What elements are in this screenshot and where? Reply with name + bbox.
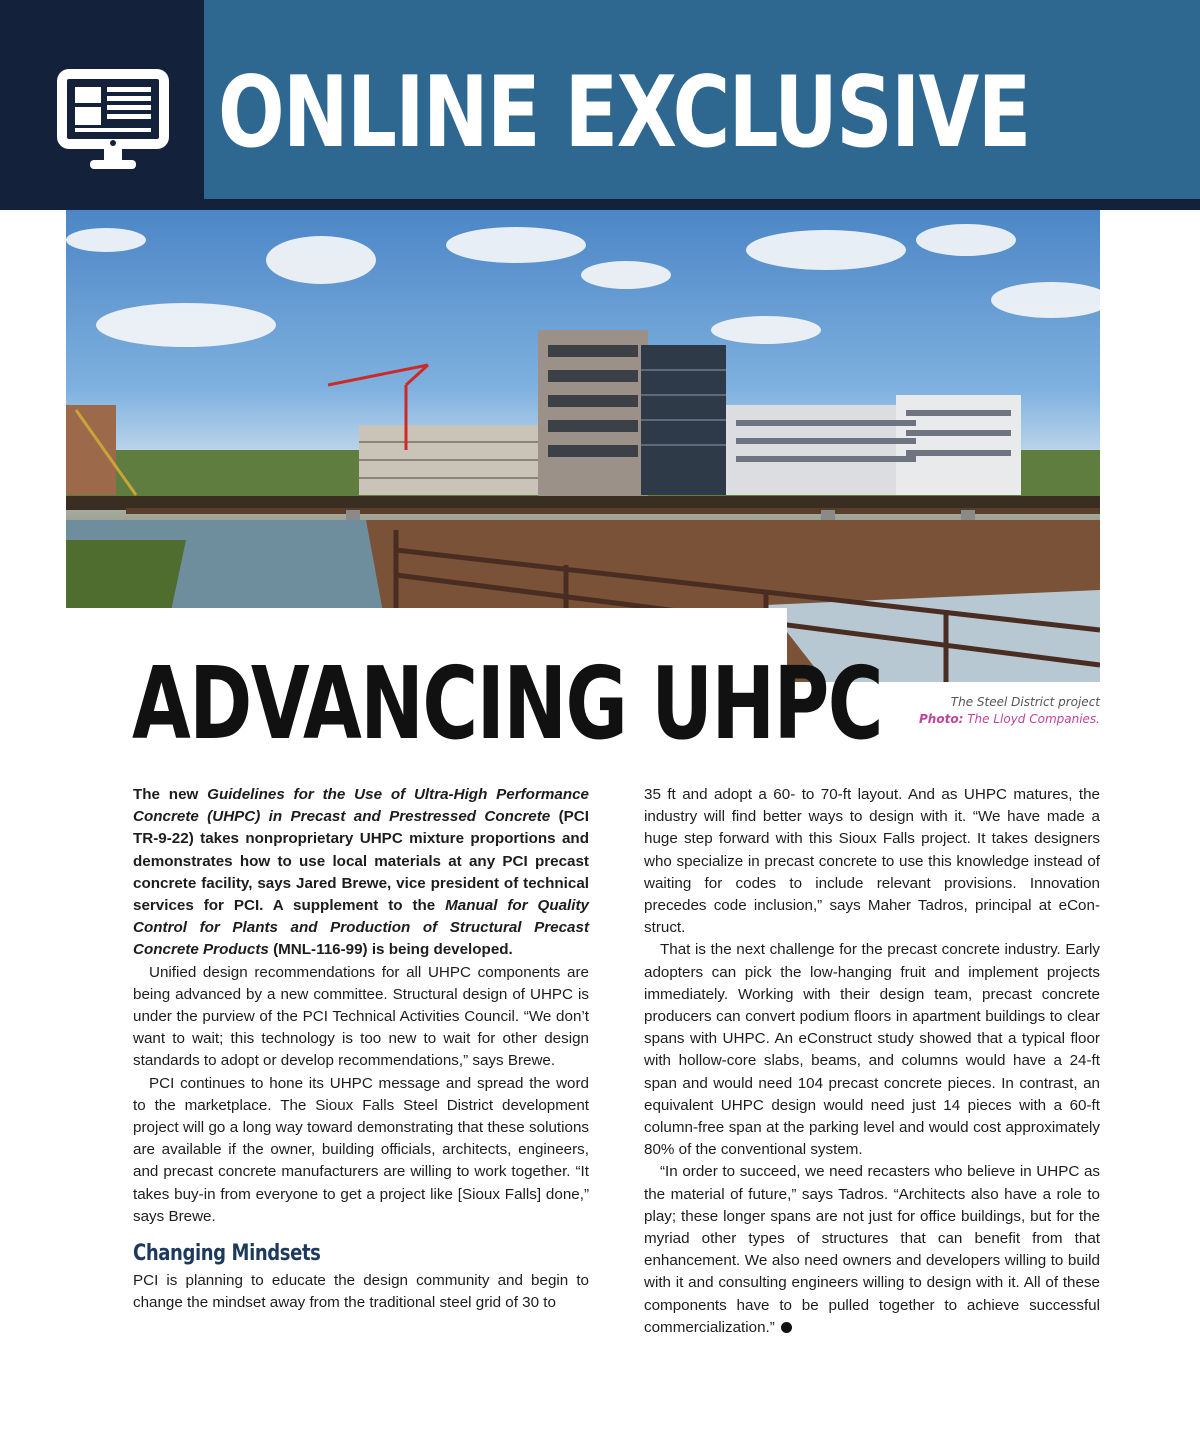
end-of-article-mark bbox=[781, 1322, 792, 1333]
lead-text-1: The new bbox=[133, 786, 208, 803]
lead-paragraph bbox=[133, 784, 589, 962]
section-paragraph-start: PCI is planning to educate the design community and begin to change the mindset away from the traditional steel grid of 30 to bbox=[133, 1272, 589, 1312]
body-paragraph: Unified design recommendations for all UHPC components are being advanced by a new committee. Structural design of UHPC is under the purview of the PCI Technical Activities Council. “We don’t want to wait; this technology is too new to wait for other design standards to adopt or develop recommendations,” says Brewe. bbox=[133, 963, 589, 1070]
closing-paragraph bbox=[644, 1161, 1100, 1339]
credit-name: The Lloyd Companies. bbox=[967, 712, 1100, 726]
lead-text-3: (MNL-116-99) is being developed. bbox=[268, 941, 513, 959]
online-exclusive-banner bbox=[0, 0, 1200, 210]
banner-title: ONLINE EXCLUSIVE bbox=[218, 56, 1030, 170]
lead-guidelines-title: Guidelines for the Use of Ultra-High Performance Concrete (UHPC) in Precast and Prestressed Concrete bbox=[133, 786, 589, 826]
article-column-left bbox=[133, 784, 589, 1314]
lead-manual-title: Manual for Quality Control for Plants and Production of Structural Precast Concrete Products bbox=[133, 897, 589, 959]
monitor-article-icon bbox=[54, 66, 172, 172]
photo-credit bbox=[919, 711, 1100, 728]
body-paragraph: PCI continues to hone its UHPC message and spread the word to the marketplace. The Sioux Falls Steel District development project will go a long way toward demonstrating that these solutions are available if the owner, building officials, architects, engineers, and precast concrete manufacturers are willing to work together. “It takes buy-in from everyone to get a project like [Sioux Falls] done,” says Brewe. bbox=[133, 1074, 589, 1225]
article-headline: ADVANCING UHPC bbox=[132, 645, 883, 762]
article-column-right bbox=[644, 784, 1100, 1339]
section-subhead: Changing Mindsets bbox=[133, 1241, 321, 1267]
caption-text: The Steel District project bbox=[950, 695, 1100, 709]
photo-caption bbox=[919, 694, 1100, 728]
lead-text-2: (PCI TR-9-22) takes nonproprietary UHPC mixture proportions and demonstrates how to use local materials at any PCI precast concrete facility, says Jared Brewe, vice president of technical services for PCI. A supplement to the bbox=[133, 808, 589, 915]
body-paragraph: That is the next challenge for the precast concrete industry. Early adopters can pick the low-hanging fruit and implement projects immediately. Working with their design team, precast concrete producers can convert podium floors in apartment buildings to clear spans with UHPC. An eConstruct study showed that a typical floor with hollow-core slabs, beams, and columns would have a 24-ft span and would need 104 precast concrete pieces. In contrast, an equivalent UHPC design would need just 14 pieces with a 60-ft column-free span at the parking level and would cost approximately 80% of the conventional system. bbox=[644, 941, 1100, 1159]
banner-divider bbox=[204, 199, 1200, 210]
section-paragraph-continued: 35 ft and adopt a 60- to 70-ft layout. And as UHPC matures, the industry will find better ways to design with it. “We have made a huge step forward with this Sioux Falls project. It takes designers who specialize in precast concrete to use this knowledge instead of waiting for codes to include relevant provisions. Innovation precedes code inclusion,” says Maher Tadros, principal at eConstruct. bbox=[644, 786, 1100, 937]
credit-label: Photo: bbox=[919, 712, 964, 726]
closing-text: “In order to succeed, we need recasters who believe in UHPC as the material of future,” says Tadros. “Architects also have a role to play; these longer spans are not just for office buildings, but for the myriad other types of structures that can benefit from that enhancement. We also need owners and developers willing to build with it and consulting engineers willing to design with it. All of these components have to be pulled together to achieve successful commercialization.” bbox=[644, 1163, 1100, 1336]
